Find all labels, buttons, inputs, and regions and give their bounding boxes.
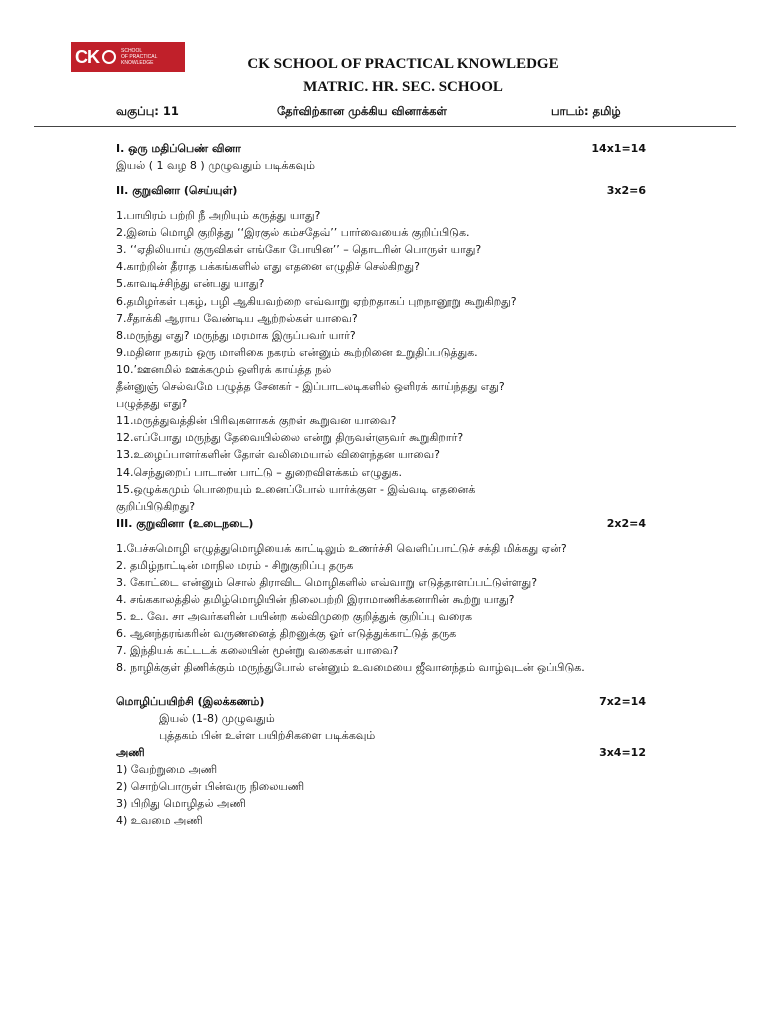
question-line: 7. இந்தியக் கட்டடக் கலையின் மூன்று வகைகள் யாவை? bbox=[116, 644, 399, 658]
question-line: 11.மருத்துவத்தின் பிரிவுகளாகக் குறள் கூறுவன யாவை? bbox=[116, 414, 397, 428]
question-line: 14.செந்துறைப் பாடாண் பாட்டு – துறைவிளக்கம் எழுதுக. bbox=[116, 465, 402, 479]
section-4-marks: 7x2=14 bbox=[599, 694, 646, 708]
header-divider bbox=[34, 126, 736, 127]
section-2-title: II. குறுவினா (செய்யுள்) bbox=[116, 184, 238, 198]
question-line: 4) உவமை அணி bbox=[116, 814, 203, 827]
section-1-marks: 14x1=14 bbox=[591, 142, 646, 155]
section-3-marks: 2x2=4 bbox=[606, 516, 646, 530]
section-4-title: மொழிப்பயிற்சி (இலக்கணம்) bbox=[116, 694, 265, 708]
section-1-heading bbox=[116, 140, 646, 157]
question-line: 2) சொற்பொருள் பின்வரு நிலையணி bbox=[116, 779, 305, 793]
section-4-heading bbox=[116, 693, 646, 710]
question-line: 3. ‘‘ஏதிலியாய் குருவிகள் எங்கோ போயின’’ – தொடரின் பொருள் யாது? bbox=[116, 243, 482, 257]
question-line: 4.காற்றின் தீராத பக்கங்களில் எது எதனை எழுதிச் செல்கிறது? bbox=[116, 260, 420, 274]
section-5-title: அணி bbox=[116, 745, 145, 759]
question-line: 6.தமிழர்கள் புகழ், பழி ஆகியவற்றை எவ்வாறு ஏற்றதாகப் புறநானூறு கூறுகிறது? bbox=[116, 294, 517, 308]
question-line: 1) வேற்றுமை அணி bbox=[116, 762, 218, 776]
question-line: 5.காவடிச்சிந்து என்பது யாது? bbox=[116, 277, 265, 291]
question-line: 8. நாழிக்குள் திணிக்கும் மருந்துபோல் என்னும் உவமையை ஜீவானந்தம் வாழ்வுடன் ஒப்பிடுக. bbox=[116, 661, 585, 675]
section-2-questions bbox=[116, 207, 646, 515]
logo-small-text: SCHOOL OF PRACTICAL KNOWLEDGE bbox=[121, 48, 158, 66]
question-line: தீன்னுஞ் செல்வமே பழுத்த சேனகர் - இப்பாடலடிகளில் ஒளிரக் காய்ந்தது எது? bbox=[116, 380, 505, 394]
question-line: 13.உழைப்பாளர்களின் தோள் வலிமையால் விளைந்தன யாவை? bbox=[116, 448, 441, 462]
question-line: குறிப்பிடுகிறது? bbox=[116, 499, 196, 513]
question-line: 4. சங்ககாலத்தில் தமிழ்மொழியின் நிலைபற்றி இராமாணிக்கனாரின் கூற்று யாது? bbox=[116, 593, 515, 607]
question-line: 8.மருந்து எது? மருந்து மரமாக இருப்பவர் யார்? bbox=[116, 328, 356, 342]
question-line: 3) பிறிது மொழிதல் அணி bbox=[116, 796, 246, 810]
question-line: 9.மதினா நகரம் ஒரு மாளிகை நகரம் என்னும் கூற்றினை உறுதிப்படுத்துக. bbox=[116, 345, 478, 359]
section-3-questions bbox=[116, 540, 646, 677]
section-1-note: இயல் ( 1 வழ 8 ) முழுவதும் படிக்கவும் bbox=[116, 159, 315, 172]
section-1-title: I. ஒரு மதிப்பெண் வினா bbox=[116, 142, 241, 155]
exam-title: தேர்விற்கான முக்கிய வினாக்கள் bbox=[277, 104, 447, 118]
section-3-title: III. குறுவினா (உடைநடை) bbox=[116, 516, 254, 530]
logo-mark: CK bbox=[75, 46, 99, 67]
question-line: புத்தகம் பின் உள்ள பயிற்சிகளை படிக்கவும் bbox=[159, 728, 376, 742]
question-line: இயல் (1-8) முழுவதும் bbox=[159, 711, 275, 725]
question-line: 1.பேச்சுமொழி எழுத்துமொழியைக் காட்டிலும் உணர்ச்சி வெளிப்பாட்டுச் சக்தி மிக்கது ஏன்? bbox=[116, 541, 567, 555]
section-5-lines bbox=[116, 761, 646, 829]
question-line: 15.ஒழுக்கமும் பொறையும் உனைப்போல் யார்க்குள - இவ்வடி எதனைக் bbox=[116, 482, 476, 496]
question-line: 2.இனம் மொழி குறித்து ‘‘இரகுல் கம்சதேவ்’’ பார்வையைக் குறிப்பிடுக. bbox=[116, 226, 470, 240]
question-line: 2. தமிழ்நாட்டின் மாநில மரம் - சிறுகுறிப்பு தருக bbox=[116, 558, 354, 572]
section-2-heading bbox=[116, 182, 646, 199]
question-line: 10.’ஊனமில் ஊக்கமும் ஒளிரக் காய்த்த நல் bbox=[116, 362, 332, 376]
question-paper-body bbox=[116, 140, 646, 829]
school-type: MATRIC. HR. SEC. SCHOOL bbox=[303, 79, 503, 95]
section-3-heading bbox=[116, 515, 646, 532]
question-line: 1.பாயிரம் பற்றி நீ அறியும் கருத்து யாது? bbox=[116, 209, 321, 223]
question-line: 5. உ. வே. சா அவர்களின் பயின்ற கல்விமுறை குறித்துக் குறிப்பு வரைக bbox=[116, 610, 473, 624]
school-name: CK SCHOOL OF PRACTICAL KNOWLEDGE bbox=[247, 56, 559, 72]
question-line: 7.சீதாக்கி ஆராய வேண்டிய ஆற்றல்கள் யாவை? bbox=[116, 311, 358, 325]
question-line: 12.எப்போது மருந்து தேவையில்லை என்று திருவள்ளுவர் கூறுகிறார்? bbox=[116, 431, 464, 445]
question-line: 6. ஆனந்தரங்கரின் வருணனைத் திறனுக்கு ஓர் எடுத்துக்காட்டுத் தருக bbox=[116, 627, 457, 641]
section-5-marks: 3x4=12 bbox=[599, 745, 646, 759]
subject-label: பாடம்: தமிழ் bbox=[551, 104, 621, 118]
question-line: 3. கோட்டை என்னும் சொல் திராவிட மொழிகளில் எவ்வாறு எடுத்தாளப்பட்டுள்ளது? bbox=[116, 575, 538, 589]
section-5-heading bbox=[116, 744, 646, 761]
section-2-marks: 3x2=6 bbox=[606, 184, 646, 198]
class-label: வகுப்பு: 11 bbox=[116, 104, 179, 118]
question-line: பழுத்தது எது? bbox=[116, 397, 188, 411]
section-4-lines bbox=[116, 710, 646, 744]
